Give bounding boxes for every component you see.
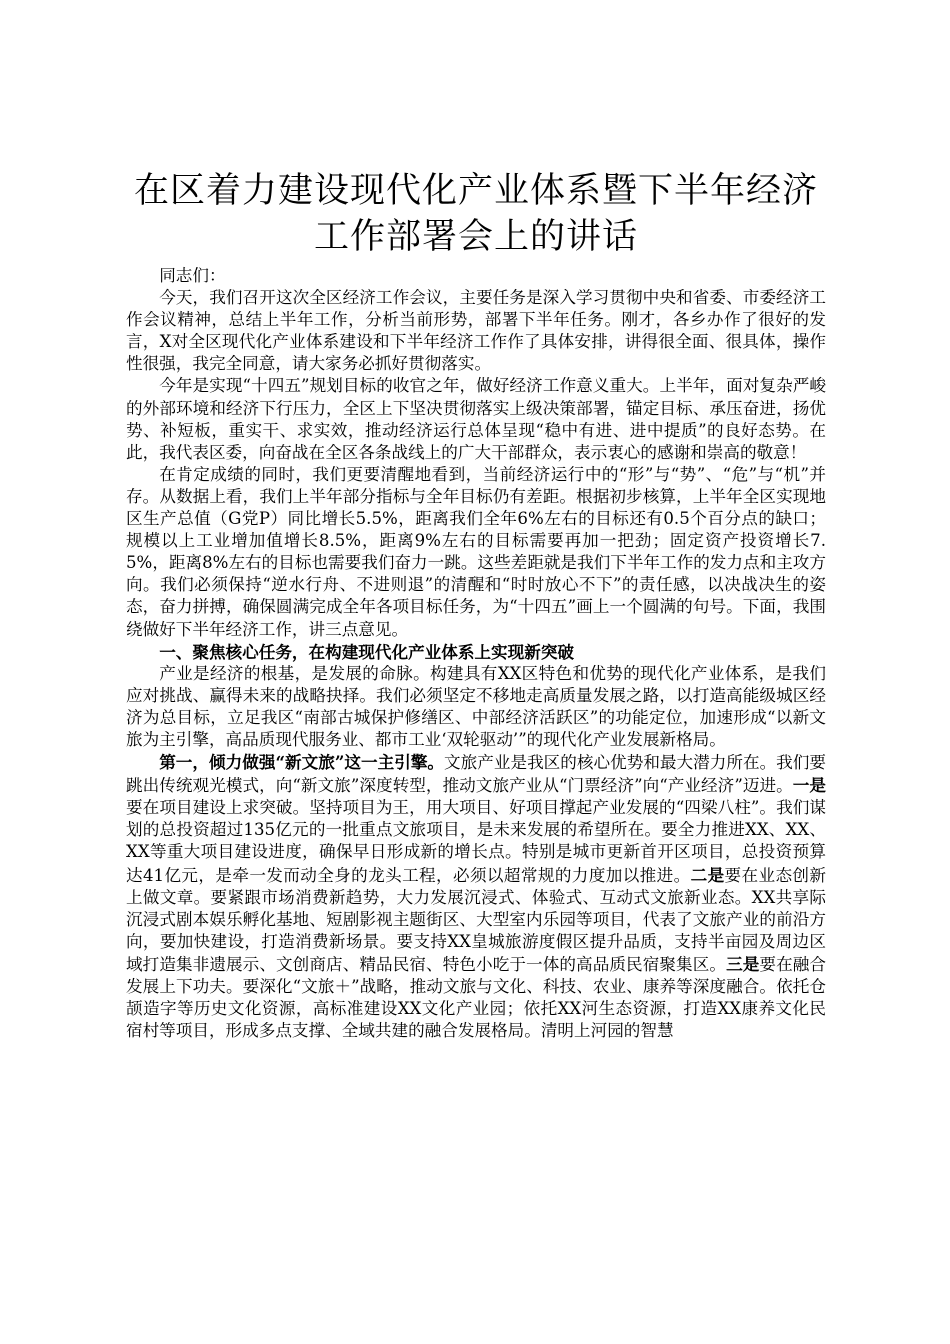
document-title: 在区着力建设现代化产业体系暨下半年经济工作部署会上的讲话 [133, 171, 818, 257]
document-body [126, 265, 826, 1042]
paragraph-3: 在肯定成绩的同时，我们更要清醒地看到，当前经济运行中的“形”与“势”、“危”与“机”并存。从数据上看，我们上半年部分指标与全年目标仍有差距。根据初步核算，上半年全区实现地区生产总值（G党P）同比增长5.5%，距离我们全年6%左右的目标还有0.5个百分点的缺口；规模以上工业增加值增长8.5%，距离9%左右的目标需要再加一把劲；固定资产投资增长7.5%，距离8%左右的目标也需要我们奋力一跳。这些差距就是我们下半年工作的发力点和主攻方向。我们必须保持“逆水行舟、不进则退”的清醒和“时时放心不下”的责任感，以决战决生的姿态，奋力拼搏，确保圆满完成全年各项目标任务，为“十四五”画上一个圆满的句号。下面，我围绕做好下半年经济工作，讲三点意见。 [126, 464, 826, 639]
document-page [126, 168, 826, 1042]
first-point-text-1: 文旅产业是我区的核心优势和最大潜力所在。我们要跳出传统观光模式，向“新文旅”深度转型，推动文旅产业从“门票经济”向“产业经济”迈进。 [126, 753, 826, 796]
section-1-paragraph: 产业是经济的根基，是发展的命脉。构建具有XX区特色和优势的现代化产业体系，是我们应对挑战、赢得未来的战略抉择。我们必须坚定不移地走高质量发展之路，以打造高能级城区经济为总目标，立足我区“南部古城保护修缮区、中部经济活跃区”的功能定位，加速形成“以新文旅为主引擎，高品质现代服务业、都市工业‘双轮驱动’”的现代化产业发展新格局。 [126, 663, 826, 749]
greeting: 同志们： [159, 266, 226, 285]
first-point-marker-two: 二是 [690, 864, 725, 885]
first-point-lead: 第一，倾力做强“新文旅”这一主引擎。 [159, 752, 445, 773]
first-point-marker-three: 三是 [726, 953, 760, 974]
first-point-marker-one: 一是 [792, 775, 826, 796]
section-1-heading: 一、聚焦核心任务，在构建现代化产业体系上实现新突破 [159, 641, 575, 662]
paragraph-1: 今天，我们召开这次全区经济工作会议，主要任务是深入学习贯彻中央和省委、市委经济工作会议精神，总结上半年工作，分析当前形势，部署下半年任务。刚才，各乡办作了很好的发言，X对全区现代化产业体系建设和下半年经济工作作了具体安排，讲得很全面、很具体，操作性很强，我完全同意，请大家务必抓好贯彻落实。 [126, 288, 826, 374]
first-point-text-2: 要在项目建设上求突破。坚持项目为王，用大项目、好项目撑起产业发展的“四梁八柱”。我们谋划的总投资超过135亿元的一批重点文旅项目，是未来发展的希望所在。要全力推进XX、XX、XX等重大项目建设进度，确保早日形成新的增长点。特别是城市更新首开区项目，总投资预算达41亿元，是牵一发而动全身的龙头工程，必须以超常规的力度加以推进。 [126, 798, 826, 885]
first-point-text-3: 要在业态创新上做文章。要紧跟市场消费新趋势，大力发展沉浸式、体验式、互动式文旅新业态。XX共享际沉浸式剧本娱乐孵化基地、短剧影视主题街区、大型室内乐园等项目，代表了文旅产业的前沿方向，要加快建设，打造消费新场景。要支持XX皇城旅游度假区提升品质，支持半亩园及周边区域打造集非遗展示、文创商店、精品民宿、特色小吃于一体的高品质民宿聚集区。 [126, 865, 827, 974]
first-point-paragraph [126, 751, 826, 1042]
paragraph-2: 今年是实现“十四五”规划目标的收官之年，做好经济工作意义重大。上半年，面对复杂严峻的外部环境和经济下行压力，全区上下坚决贯彻落实上级决策部署，锚定目标、承压奋进，扬优势、补短板，重实干、求实效，推动经济运行总体呈现“稳中有进、进中提质”的良好态势。在此，我代表区委，向奋战在全区各条战线上的广大干部群众，表示衷心的感谢和崇高的敬意！ [126, 376, 826, 462]
first-point-text-4: 要在融合发展上下功夫。要深化“文旅＋”战略，推动文旅与文化、科技、农业、康养等深度融合。依托仓颉造字等历史文化资源，高标准建设XX文化产业园；依托XX河生态资源，打造XX康养文化民宿村等项目，形成多点支撑、全域共建的融合发展格局。清明上河园的智慧 [126, 954, 827, 1041]
